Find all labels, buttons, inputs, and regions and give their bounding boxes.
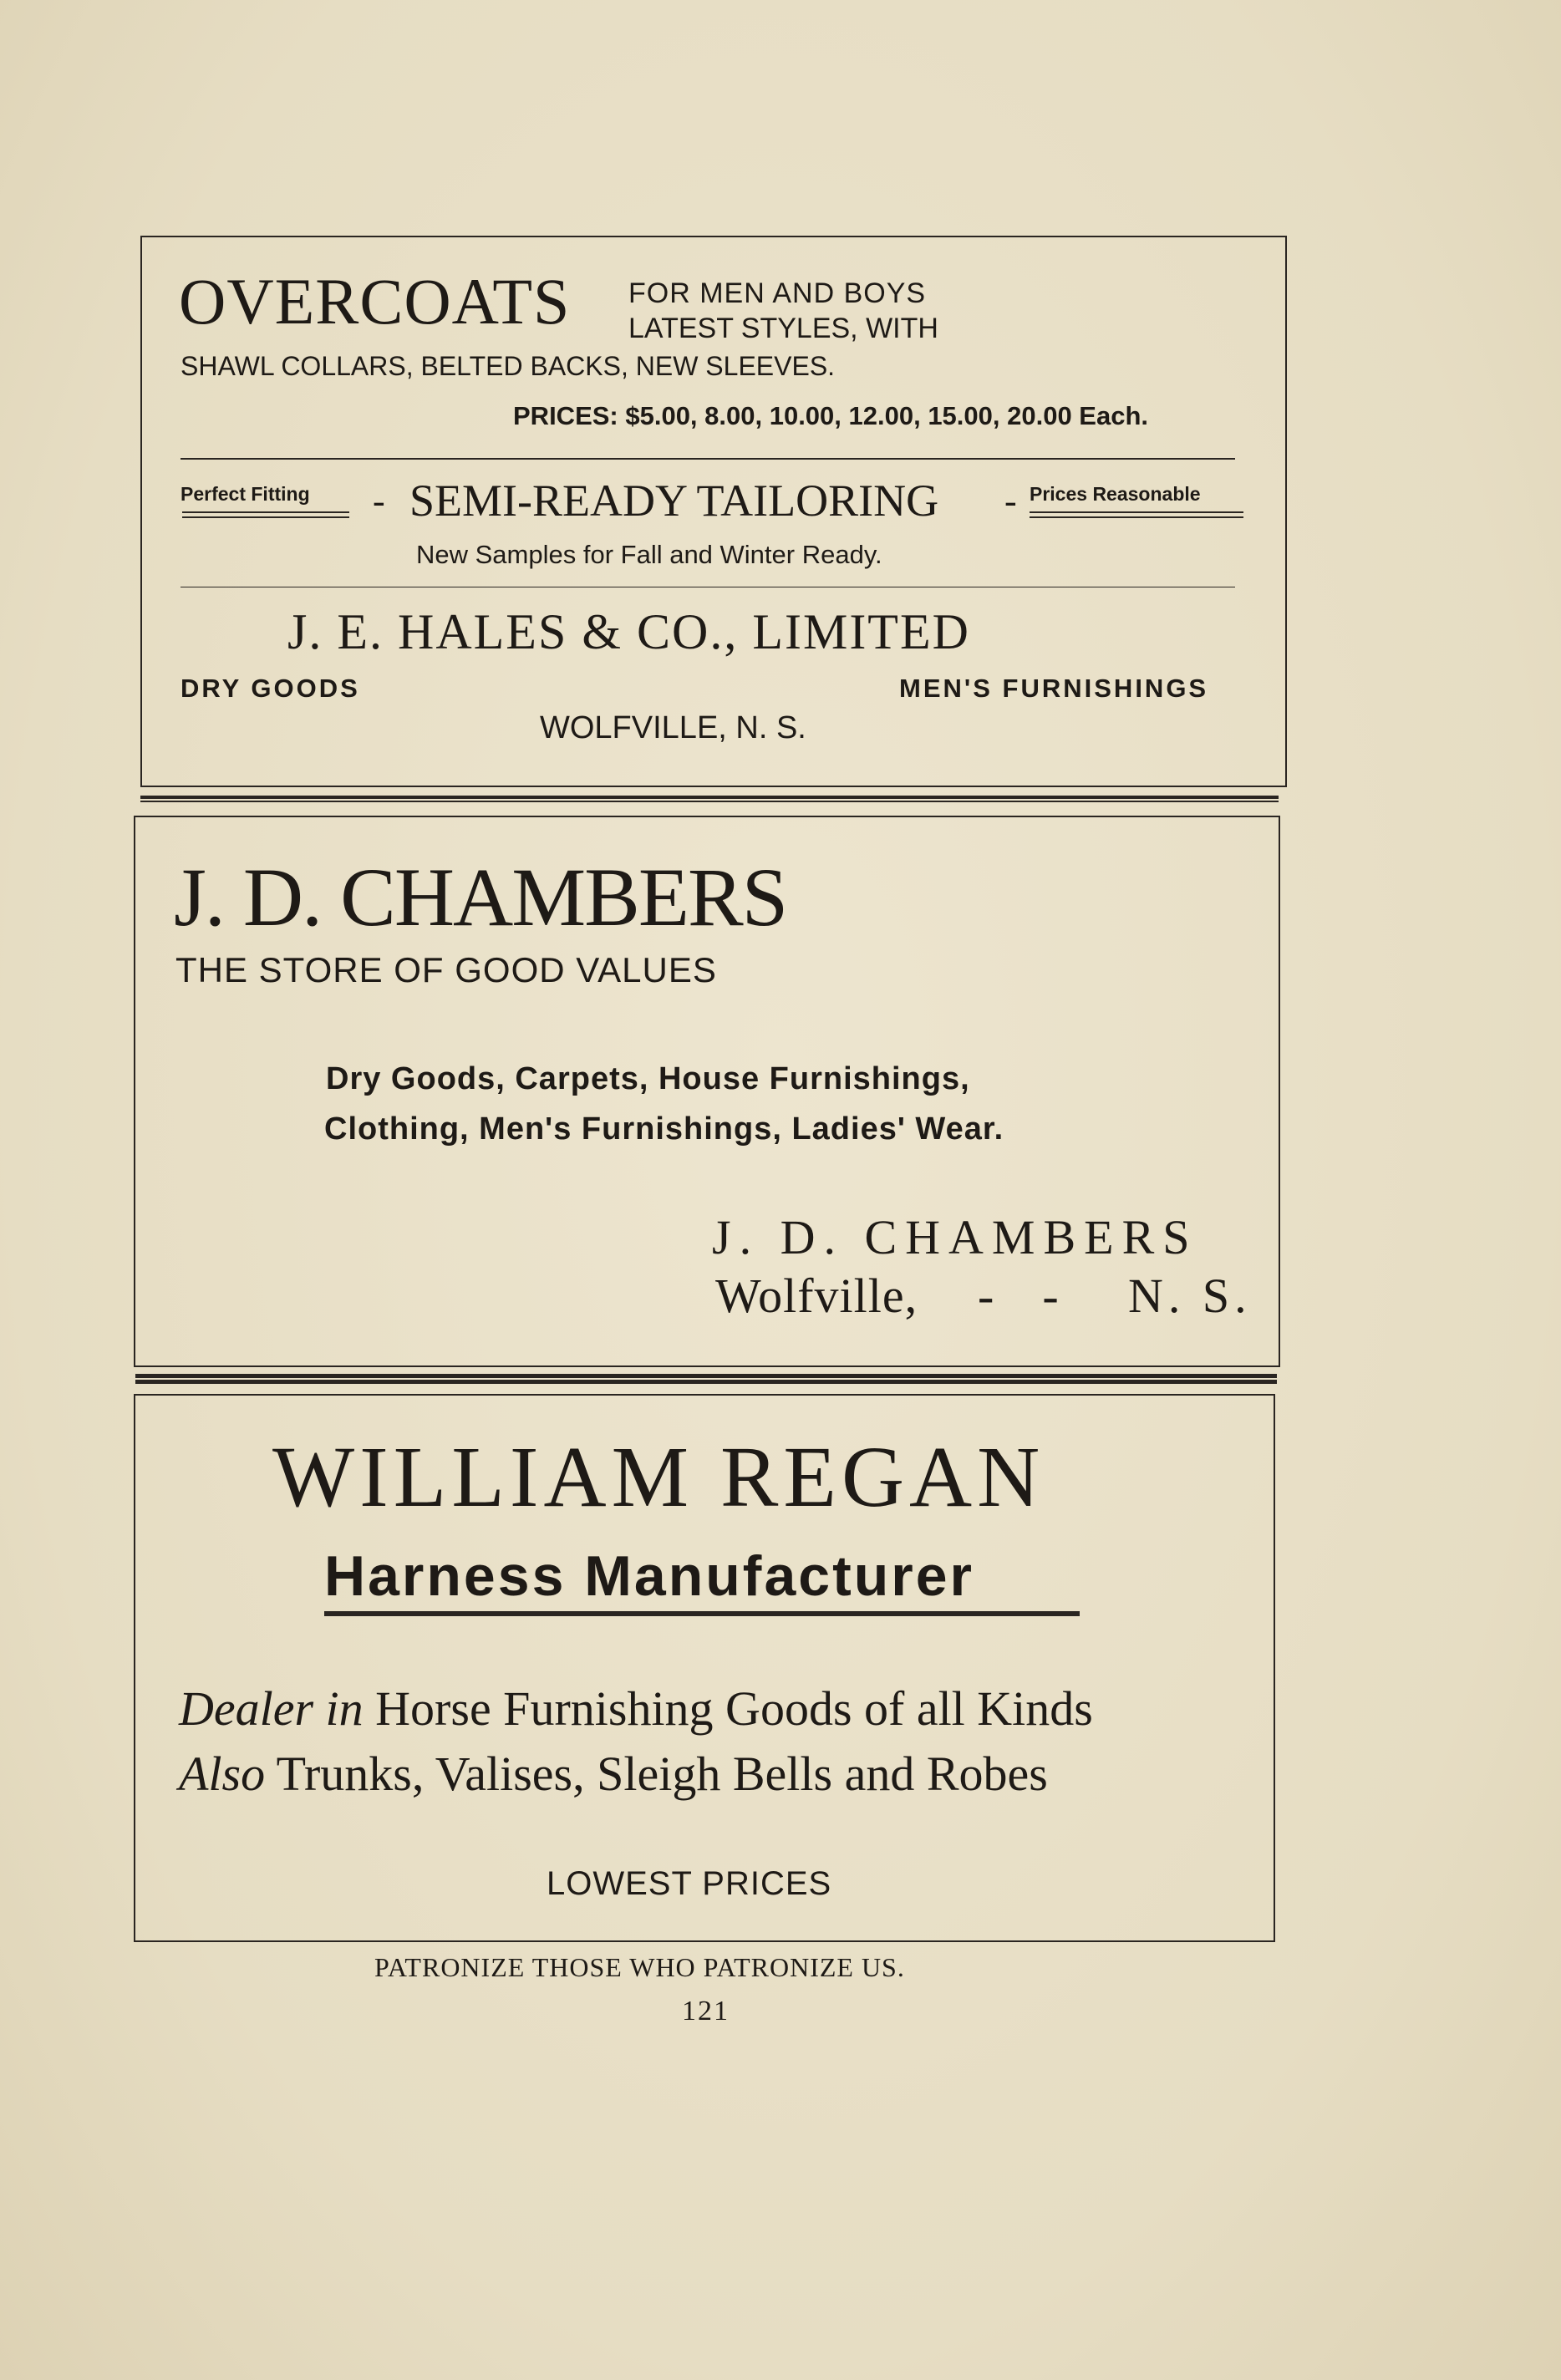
ad-regan-trade: Harness Manufacturer	[324, 1544, 975, 1608]
ad-hales-subhead-1: FOR MEN AND BOYS	[628, 277, 927, 309]
ad-hales-left-tag-rule-2	[182, 516, 349, 518]
ad-hales-right-dept: MEN'S FURNISHINGS	[899, 674, 1209, 703]
ad-regan-line-1	[179, 1681, 1093, 1736]
ad-regan-trade-underline	[324, 1611, 1080, 1616]
ad-hales-company: J. E. HALES & CO., LIMITED	[287, 604, 970, 659]
ad-hales-dash-1: -	[373, 481, 385, 521]
ad-hales-right-tag: Prices Reasonable	[1030, 483, 1201, 505]
footer-motto: PATRONIZE THOSE WHO PATRONIZE US.	[374, 1952, 905, 1982]
ad-hales-right-tag-rule	[1030, 511, 1243, 513]
separator-2	[135, 1374, 1277, 1384]
ad-hales-samples: New Samples for Fall and Winter Ready.	[416, 540, 882, 569]
separator-1	[140, 796, 1279, 802]
ad-regan-line-2	[179, 1747, 1048, 1801]
ad-hales-line3: SHAWL COLLARS, BELTED BACKS, NEW SLEEVES.	[181, 351, 836, 381]
ad-chambers-sign-dashes: - -	[978, 1269, 1059, 1323]
ad-regan-line-2-text: Trunks, Valises, Sleigh Bells and Robes	[276, 1747, 1048, 1801]
ad-hales-prices: PRICES: $5.00, 8.00, 10.00, 12.00, 15.00, 20.00 Each.	[513, 401, 1149, 430]
ad-hales-left-tag-rule	[182, 511, 349, 513]
page-number: 121	[682, 1996, 730, 2027]
ad-chambers-sign-prov: N. S.	[1128, 1269, 1252, 1323]
ad-hales-subhead-2: LATEST STYLES, WITH	[628, 313, 938, 344]
ad-regan-prices: LOWEST PRICES	[547, 1865, 832, 1902]
ad-hales-town: WOLFVILLE, N. S.	[540, 710, 806, 745]
ad-hales-headline: OVERCOATS	[179, 265, 571, 338]
ad-hales-right-tag-rule-2	[1030, 516, 1243, 518]
ad-hales-dash-2: -	[1004, 481, 1017, 521]
ad-hales-left-dept: DRY GOODS	[181, 674, 360, 703]
ad-chambers-sign-name: J. D. CHAMBERS	[712, 1210, 1198, 1264]
ad-hales-divider-1	[181, 458, 1235, 460]
ad-chambers-name: J. D. CHAMBERS	[174, 851, 787, 943]
ad-chambers-goods-1: Dry Goods, Carpets, House Furnishings,	[326, 1061, 970, 1096]
ad-chambers-slogan: THE STORE OF GOOD VALUES	[175, 950, 717, 989]
ad-regan-line-1-italic: Dealer in	[179, 1681, 364, 1736]
ad-chambers-sign-town: Wolfville,	[715, 1269, 918, 1323]
ad-hales-center: SEMI-READY TAILORING	[409, 475, 939, 526]
ad-hales-left-tag: Perfect Fitting	[181, 483, 310, 505]
ad-regan-line-1-text: Horse Furnishing Goods of all Kinds	[375, 1681, 1093, 1736]
ad-regan-name: WILLIAM REGAN	[272, 1429, 1045, 1525]
ad-chambers-goods-2: Clothing, Men's Furnishings, Ladies' Wear.	[324, 1111, 1004, 1147]
ad-regan-line-2-italic: Also	[179, 1747, 266, 1801]
